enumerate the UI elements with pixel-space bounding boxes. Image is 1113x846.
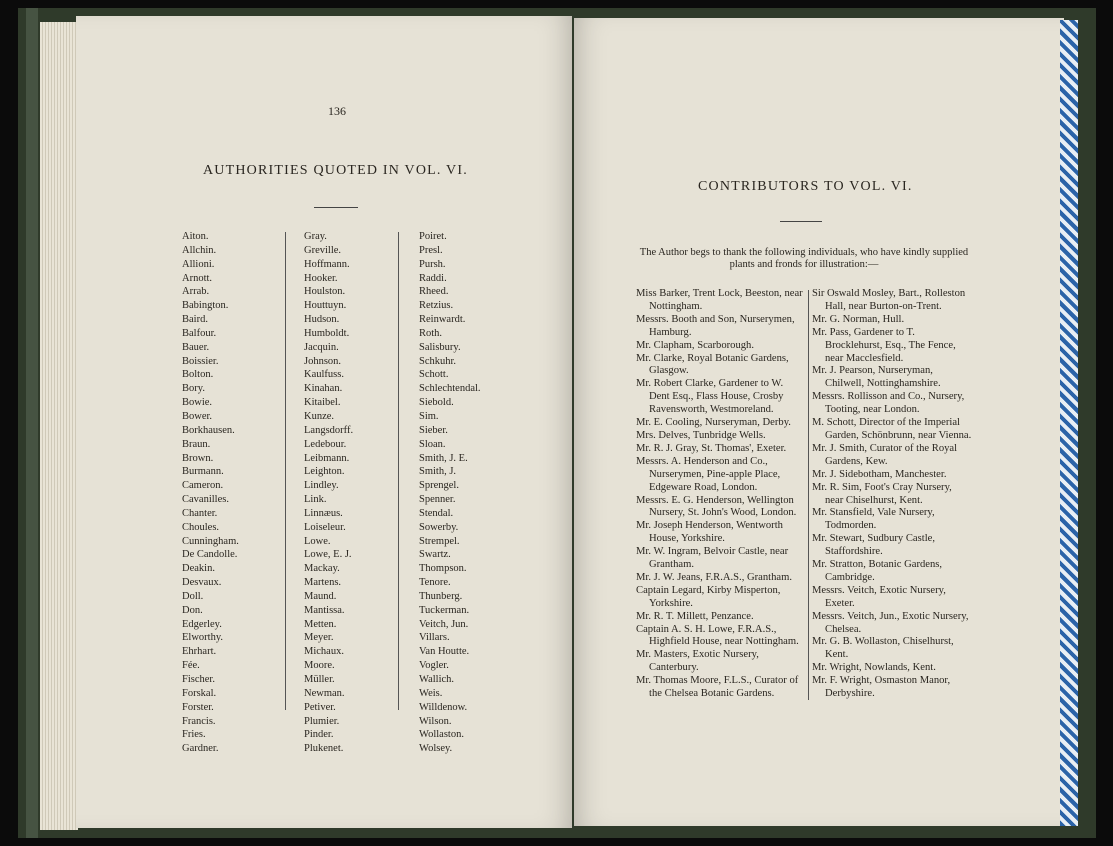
authority-name: Deakin. <box>182 563 215 575</box>
authority-name: Cunningham. <box>182 535 239 547</box>
authority-name: Rheed. <box>419 286 449 298</box>
contributor-entry: Mr. J. Sidebotham, Manchester. <box>812 468 947 480</box>
authority-name: Spenner. <box>419 494 456 506</box>
contributor-entry: Mr. Joseph Henderson, Wentworth House, Yorkshire. <box>636 520 783 545</box>
contributor-entry: Mr. Thomas Moore, F.L.S., Curator of the Chelsea Botanic Gardens. <box>636 675 799 700</box>
contributor-entry: Mr. F. Wright, Osmaston Manor, Derbyshire. <box>812 675 951 700</box>
authority-name: Bower. <box>182 410 213 422</box>
authority-name: Bolton. <box>182 369 214 381</box>
authority-name: Cameron. <box>182 480 224 492</box>
authority-name: Schlechtendal. <box>419 383 481 395</box>
authority-name: Mackay. <box>304 563 340 575</box>
authority-name: Arrab. <box>182 286 210 298</box>
contributor-entry: Messrs. Rollisson and Co., Nursery, Tooting, near London. <box>812 391 965 416</box>
authority-name: Link. <box>304 494 327 506</box>
cover-edge <box>26 8 38 838</box>
contributor-entry: M. Schott, Director of the Imperial Garden, Schönbrunn, near Vienna. <box>812 417 972 441</box>
column-divider <box>398 232 399 710</box>
authority-name: Chanter. <box>182 507 218 519</box>
contributor-entry: Messrs. Veitch, Exotic Nursery, Exeter. <box>812 584 946 609</box>
authority-name: Boissier. <box>182 355 219 367</box>
authority-name: Desvaux. <box>182 577 222 589</box>
authority-name: Presl. <box>419 244 443 256</box>
authority-name: Villars. <box>419 632 450 644</box>
authority-name: Forskal. <box>182 687 217 699</box>
authority-name: Müller. <box>304 674 335 685</box>
authority-name: Loiseleur. <box>304 521 346 533</box>
authority-name: De Candolle. <box>182 549 238 561</box>
authority-name: Burmann. <box>182 466 224 478</box>
left-page <box>76 16 572 828</box>
contributors-column-1 <box>636 288 804 701</box>
authority-name: Plukenet. <box>304 743 344 755</box>
authority-name: Tuckerman. <box>419 604 470 616</box>
authority-name: Braun. <box>182 438 211 450</box>
authority-name: Martens. <box>304 577 342 589</box>
authority-name: Plumier. <box>304 715 340 727</box>
authority-name: Edgerley. <box>182 618 222 630</box>
authority-name: Hudson. <box>304 314 340 326</box>
authority-name: Poiret. <box>419 231 447 242</box>
authority-name: Moore. <box>304 660 335 672</box>
authority-name: Gardner. <box>182 743 219 755</box>
authority-name: Willdenow. <box>419 701 468 713</box>
contributor-entry: Mr. Robert Clarke, Gardener to W. Dent Esq., Flass House, Crosby Ravensworth, Westmoreland. <box>636 378 784 416</box>
authority-name: Baird. <box>182 314 208 326</box>
authorities-column-1 <box>182 230 239 756</box>
contributor-entry: Messrs. Booth and Son, Nurserymen, Hamburg. <box>636 313 795 338</box>
authority-name: Newman. <box>304 687 345 699</box>
contributor-entry: Messrs. A. Henderson and Co., Nurserymen, Pine-apple Place, Edgeware Road, London. <box>636 455 781 493</box>
authorities-column-3 <box>419 230 481 756</box>
authority-name: Don. <box>182 604 203 616</box>
authority-name: Smith, J. E. <box>419 452 468 464</box>
authority-name: Pinder. <box>304 729 334 741</box>
authority-name: Houlston. <box>304 286 346 298</box>
authority-name: Ledebour. <box>304 438 347 450</box>
authority-name: Raddi. <box>419 272 447 284</box>
authority-name: Hooker. <box>304 272 338 284</box>
authority-name: Gray. <box>304 231 327 242</box>
authority-name: Sowerby. <box>419 521 459 533</box>
authority-name: Hoffmann. <box>304 258 350 270</box>
authority-name: Lindley. <box>304 480 339 492</box>
authority-name: Choules. <box>182 521 220 533</box>
contributor-entry: Mr. J. Pearson, Nurseryman, Chilwell, Nottinghamshire. <box>812 365 941 390</box>
authority-name: Pursh. <box>419 258 446 270</box>
authority-name: Allioni. <box>182 258 215 270</box>
authority-name: Brown. <box>182 452 214 464</box>
authority-name: Babington. <box>182 300 229 312</box>
authority-name: Bory. <box>182 383 205 395</box>
authority-name: Houttuyn. <box>304 300 347 312</box>
authority-name: Cavanilles. <box>182 494 229 506</box>
authority-name: Wollaston. <box>419 729 464 741</box>
authority-name: Leibmann. <box>304 452 350 464</box>
authority-name: Sieber. <box>419 424 448 436</box>
authority-name: Schkuhr. <box>419 355 457 367</box>
authority-name: Thunberg. <box>419 590 463 602</box>
contributor-entry: Mr. Stratton, Botanic Gardens, Cambridge. <box>812 559 943 583</box>
authority-name: Balfour. <box>182 327 217 339</box>
authority-name: Sprengel. <box>419 480 459 492</box>
authority-name: Stendal. <box>419 507 454 519</box>
authority-name: Francis. <box>182 715 216 727</box>
contributor-entry: Mr. Pass, Gardener to T. Brocklehurst, Esq., The Fence, near Macclesfield. <box>812 326 956 364</box>
page-heading: CONTRIBUTORS TO VOL. VI. <box>698 179 913 194</box>
authority-name: Smith, J. <box>419 466 457 478</box>
heading-rule <box>780 221 822 222</box>
authority-name: Johnson. <box>304 355 342 367</box>
page-number: 136 <box>328 104 346 118</box>
right-page <box>574 18 1064 826</box>
contributor-entry: Mr. Wright, Nowlands, Kent. <box>812 662 936 674</box>
contributor-entry: Mrs. Delves, Tunbridge Wells. <box>636 429 766 441</box>
authority-name: Linnæus. <box>304 507 343 519</box>
authority-name: Tenore. <box>419 577 451 589</box>
contributor-entry: Mr. R. Sim, Foot's Cray Nursery, near Chiselhurst, Kent. <box>812 481 952 506</box>
authority-name: Leighton. <box>304 466 345 478</box>
authority-name: Petiver. <box>304 701 336 713</box>
contributor-entry: Mr. J. Smith, Curator of the Royal Gardens, Kew. <box>812 442 958 467</box>
authority-name: Kunze. <box>304 410 335 422</box>
authority-name: Elworthy. <box>182 632 224 644</box>
authority-name: Humboldt. <box>304 327 350 339</box>
authority-name: Doll. <box>182 590 204 602</box>
contributor-entry: Mr. Stewart, Sudbury Castle, Staffordshire. <box>812 533 935 558</box>
contributor-entry: Captain A. S. H. Lowe, F.R.A.S., Highfield House, near Nottingham. <box>636 623 799 648</box>
authority-name: Veitch, Jun. <box>419 618 469 630</box>
authority-name: Reinwardt. <box>419 314 466 326</box>
authority-name: Fries. <box>182 729 206 741</box>
column-divider <box>808 290 809 700</box>
authority-name: Bowie. <box>182 397 213 409</box>
contributor-entry: Mr. Masters, Exotic Nursery, Canterbury. <box>636 649 759 674</box>
authorities-column-2 <box>304 230 353 756</box>
contributor-entry: Mr. G. Norman, Hull. <box>812 313 905 325</box>
authority-name: Swartz. <box>419 549 451 561</box>
contributor-entry: Mr. W. Ingram, Belvoir Castle, near Grantham. <box>636 546 789 571</box>
contributor-entry: Miss Barker, Trent Lock, Beeston, near Nottingham. <box>636 288 803 312</box>
authority-name: Maund. <box>304 590 337 602</box>
authority-name: Roth. <box>419 327 443 339</box>
authority-name: Salisbury. <box>419 341 461 353</box>
authority-name: Fée. <box>182 660 200 672</box>
authority-name: Wilson. <box>419 715 452 727</box>
authority-name: Lowe. <box>304 535 331 547</box>
authority-name: Kaulfuss. <box>304 369 344 381</box>
authority-name: Kitaibel. <box>304 397 341 409</box>
authority-name: Sim. <box>419 410 439 422</box>
contributor-entry: Mr. R. J. Gray, St. Thomas', Exeter. <box>636 442 787 454</box>
page-stack-edges <box>40 22 78 830</box>
contributor-entry: Mr. R. T. Millett, Penzance. <box>636 610 754 622</box>
heading-rule <box>314 207 358 208</box>
column-divider <box>285 232 286 710</box>
intro-text: The Author begs to thank the following individuals, who have kindly supplied plants and fronds for illustration:— <box>639 247 969 270</box>
contributor-entry: Messrs. E. G. Henderson, Wellington Nursery, St. John's Wood, London. <box>636 494 797 519</box>
authority-name: Borkhausen. <box>182 424 235 436</box>
authority-name: Meyer. <box>304 632 334 644</box>
authority-name: Lowe, E. J. <box>304 549 352 561</box>
authority-name: Retzius. <box>419 300 454 312</box>
contributor-entry: Mr. Clapham, Scarborough. <box>636 339 754 351</box>
authority-name: Langsdorff. <box>304 424 354 436</box>
authority-name: Wallich. <box>419 674 455 685</box>
authority-name: Sloan. <box>419 438 446 450</box>
authority-name: Michaux. <box>304 646 344 658</box>
authority-name: Bauer. <box>182 341 210 353</box>
authority-name: Van Houtte. <box>419 646 470 658</box>
authority-name: Greville. <box>304 244 342 256</box>
authority-name: Siebold. <box>419 397 454 409</box>
contributor-entry: Mr. Clarke, Royal Botanic Gardens, Glasgow. <box>636 352 789 377</box>
authority-name: Schott. <box>419 369 449 381</box>
authority-name: Fischer. <box>182 674 215 685</box>
authority-name: Jacquin. <box>304 341 339 353</box>
authority-name: Kinahan. <box>304 383 343 395</box>
contributors-column-2 <box>812 288 972 701</box>
contributor-entry: Sir Oswald Mosley, Bart., Rolleston Hall, near Burton-on-Trent. <box>812 288 966 312</box>
authority-name: Vogler. <box>419 660 449 672</box>
authority-name: Forster. <box>182 701 214 713</box>
authority-name: Aiton. <box>182 231 209 242</box>
contributor-entry: Mr. Stansfield, Vale Nursery, Todmorden. <box>812 507 935 532</box>
cover-pattern-edge <box>1060 20 1078 826</box>
authority-name: Weis. <box>419 687 443 699</box>
contributor-entry: Mr. G. B. Wollaston, Chiselhurst, Kent. <box>812 636 954 661</box>
contributor-entry: Captain Legard, Kirby Misperton, Yorkshire. <box>636 584 781 609</box>
contributor-entry: Mr. E. Cooling, Nurseryman, Derby. <box>636 417 791 429</box>
authority-name: Ehrhart. <box>182 646 217 658</box>
authority-name: Thompson. <box>419 563 467 575</box>
authority-name: Arnott. <box>182 272 213 284</box>
authority-name: Strempel. <box>419 535 460 547</box>
contributor-entry: Mr. J. W. Jeans, F.R.A.S., Grantham. <box>636 571 793 583</box>
contributor-entry: Messrs. Veitch, Jun., Exotic Nursery, Chelsea. <box>812 610 969 635</box>
authority-name: Metten. <box>304 618 337 630</box>
authority-name: Wolsey. <box>419 743 453 755</box>
authority-name: Allchin. <box>182 244 217 256</box>
authority-name: Mantissa. <box>304 604 345 616</box>
page-heading: AUTHORITIES QUOTED IN VOL. VI. <box>203 163 468 178</box>
